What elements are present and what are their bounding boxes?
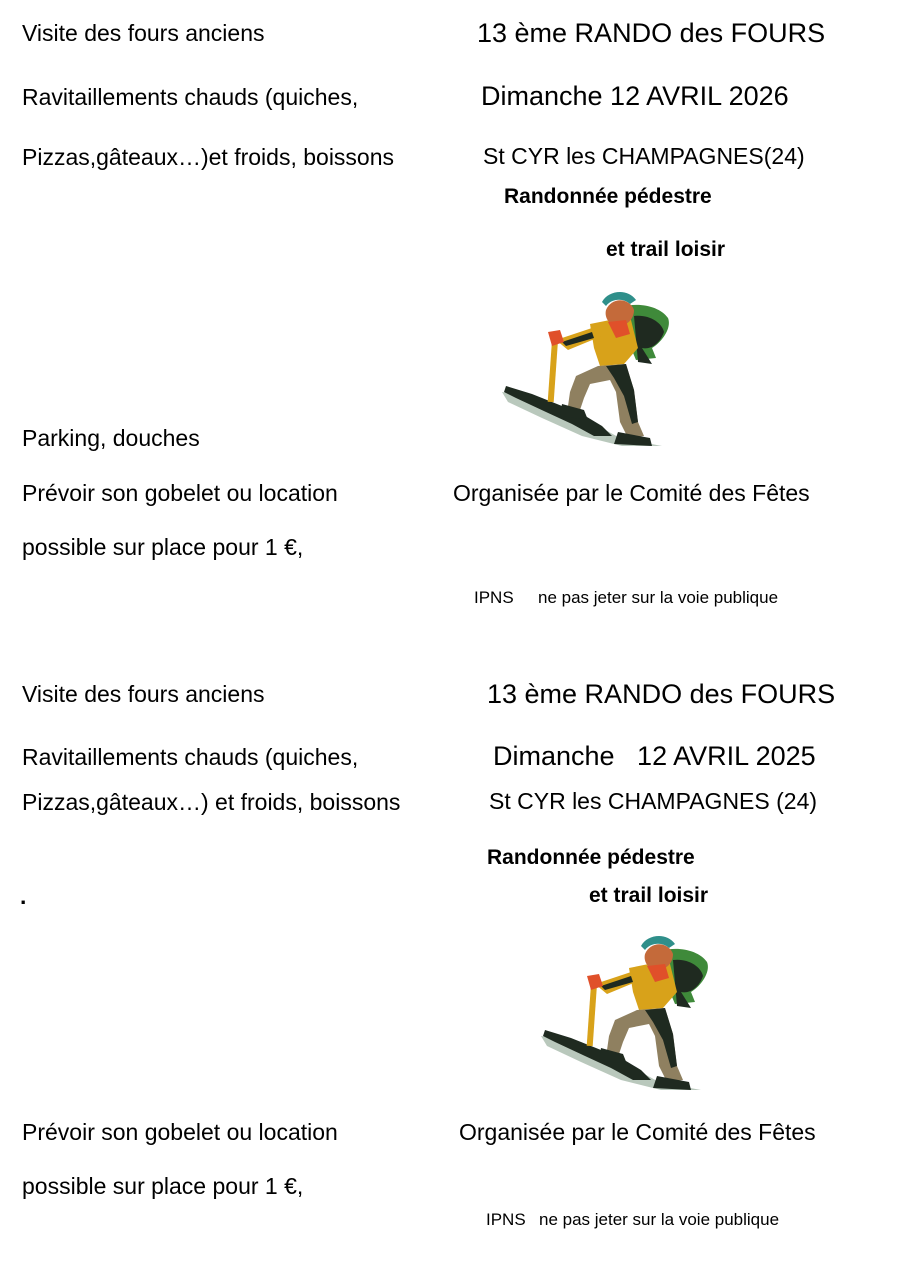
supplies-line-2: Pizzas,gâteaux…) et froids, boissons — [22, 789, 401, 815]
ipns-label: IPNS — [474, 588, 514, 607]
cup-line-1: Prévoir son gobelet ou location — [22, 1119, 338, 1145]
visit-text: Visite des fours anciens — [22, 20, 265, 46]
cup-line-2: possible sur place pour 1 €, — [22, 1173, 304, 1199]
organizer-text: Organisée par le Comité des Fêtes — [453, 480, 810, 506]
activity-line-2: et trail loisir — [606, 238, 726, 261]
notice-text: ne pas jeter sur la voie publique — [539, 1210, 780, 1229]
event-date: Dimanche 12 AVRIL 2026 — [481, 81, 789, 111]
event-title: 13 ème RANDO des FOURS — [487, 679, 836, 709]
parking-text: Parking, douches — [22, 425, 200, 451]
visit-text: Visite des fours anciens — [22, 681, 265, 707]
activity-line-1: Randonnée pédestre — [487, 846, 695, 869]
supplies-line-1: Ravitaillements chauds (quiches, — [22, 744, 359, 770]
supplies-line-1: Ravitaillements chauds (quiches, — [22, 84, 359, 110]
supplies-line-2: Pizzas,gâteaux…)et froids, boissons — [22, 144, 395, 170]
event-place: St CYR les CHAMPAGNES (24) — [489, 788, 818, 814]
notice-text: ne pas jeter sur la voie publique — [538, 588, 779, 607]
cup-line-2: possible sur place pour 1 €, — [22, 534, 304, 560]
event-date: Dimanche 12 AVRIL 2025 — [493, 741, 816, 771]
organizer-text: Organisée par le Comité des Fêtes — [459, 1119, 816, 1145]
activity-line-1: Randonnée pédestre — [504, 185, 712, 208]
hiker-icon — [541, 930, 713, 1092]
ipns-label: IPNS — [486, 1210, 526, 1229]
activity-line-2: et trail loisir — [589, 884, 709, 907]
event-title: 13 ème RANDO des FOURS — [477, 18, 826, 48]
event-place: St CYR les CHAMPAGNES(24) — [483, 143, 805, 169]
cup-line-1: Prévoir son gobelet ou location — [22, 480, 338, 506]
dot-mark: . — [20, 883, 27, 909]
hiker-icon — [502, 286, 674, 448]
